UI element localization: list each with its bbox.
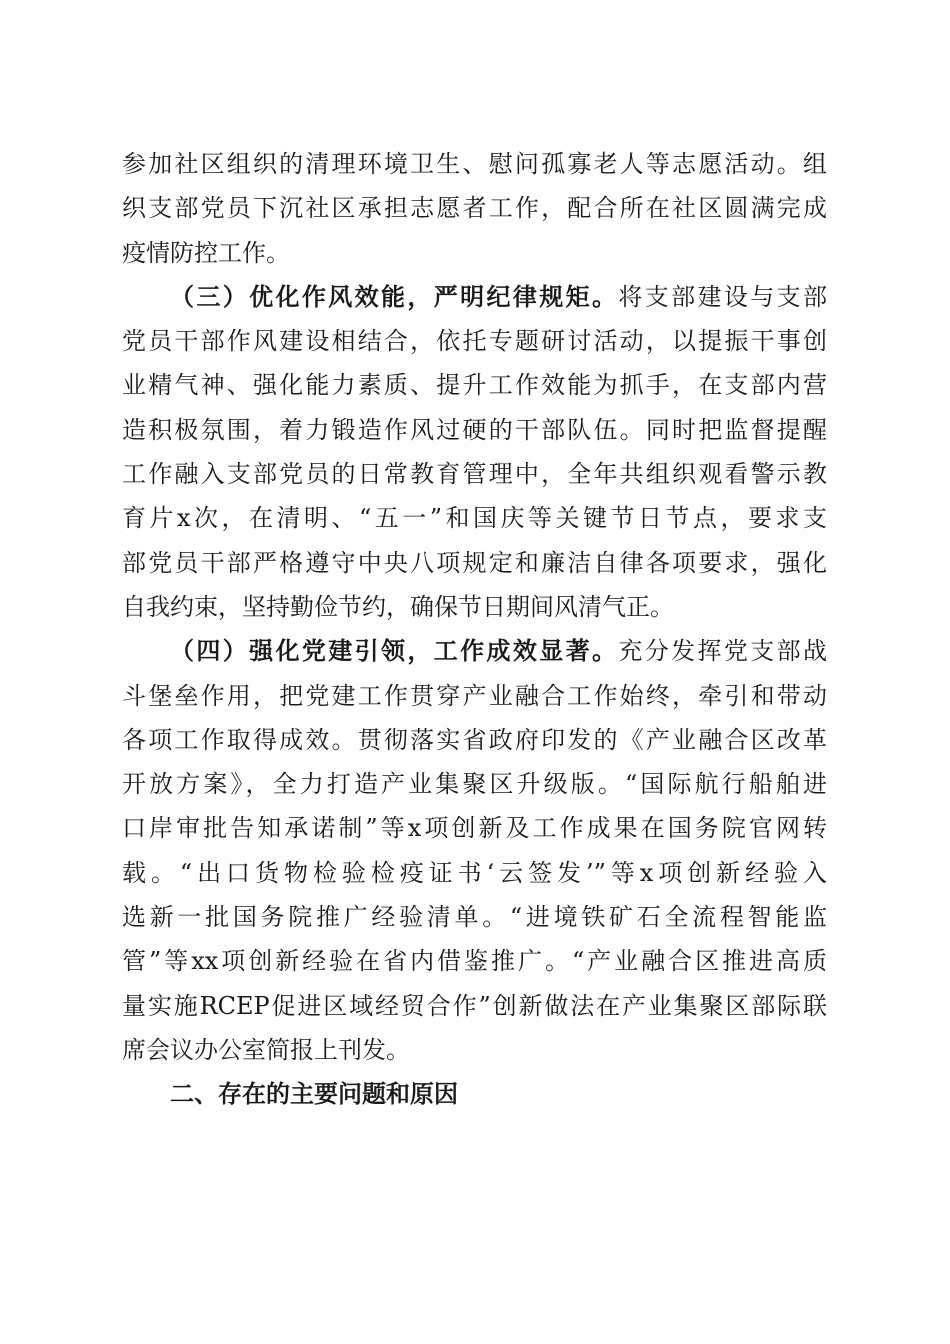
paragraph-lead-heading: （三）优化作风效能，严明纪律规矩。	[170, 281, 619, 311]
text-line: 自我约束，坚持勤俭节约，确保节日期间风清气正。	[122, 592, 674, 621]
text-line: 参加社区组织的清理环境卫生、慰问孤寡老人等志愿活动。组	[122, 150, 827, 178]
paragraph-lead-heading: （四）强化党建引领，工作成效显著。	[170, 636, 619, 666]
text-line: 选新一批国务院推广经验清单。“进境铁矿石全流程智能监	[122, 903, 827, 932]
text-line: 口岸审批告知承诺制”等x项创新及工作成果在国务院官网转	[122, 814, 827, 843]
paragraph-volunteer-activities	[122, 142, 827, 275]
text-line: 管”等xx项创新经验在省内借鉴推广。“产业融合区推进高质	[122, 947, 827, 976]
text-line: 席会议办公室简报上刊发。	[122, 1035, 410, 1064]
text-line: 织支部党员下沉社区承担志愿者工作，配合所在社区圆满完成	[122, 194, 827, 223]
text-segment: 将支部建设与支部	[618, 282, 827, 311]
text-line: 业精气神、强化能力素质、提升工作效能为抓手，在支部内营	[122, 371, 827, 400]
section-heading: 二、存在的主要问题和原因	[170, 1080, 458, 1109]
text-line: 疫情防控工作。	[122, 238, 290, 267]
text-line	[122, 275, 827, 319]
text-line: 育片x次，在清明、“五一”和国庆等关键节日节点，要求支	[122, 504, 827, 533]
paragraph-work-style	[122, 275, 827, 629]
text-line: 量实施RCEP促进区域经贸合作”创新做法在产业集聚区部际联	[122, 991, 827, 1020]
text-line: 载。“出口货物检验检疫证书‘云签发’”等x项创新经验入	[122, 858, 827, 887]
text-segment: 充分发挥党支部战	[618, 637, 827, 666]
text-line: 各项工作取得成效。贯彻落实省政府印发的《产业融合区改革	[122, 725, 827, 754]
text-line: 造积极氛围，着力锻造作风过硬的干部队伍。同时把监督提醒	[122, 415, 827, 444]
document-body	[122, 142, 827, 1117]
text-line: 斗堡垒作用，把党建工作贯穿产业融合工作始终，牵引和带动	[122, 681, 827, 710]
text-line: 工作融入支部党员的日常教育管理中，全年共组织观看警示教	[122, 460, 827, 489]
text-line	[122, 629, 827, 673]
paragraph-party-building	[122, 629, 827, 1072]
text-line: 党员干部作风建设相结合，依托专题研讨活动，以提振干事创	[122, 327, 827, 356]
text-line: 开放方案》，全力打造产业集聚区升级版。“国际航行船舶进	[122, 770, 827, 799]
text-line: 部党员干部严格遵守中央八项规定和廉洁自律各项要求，强化	[122, 548, 827, 577]
